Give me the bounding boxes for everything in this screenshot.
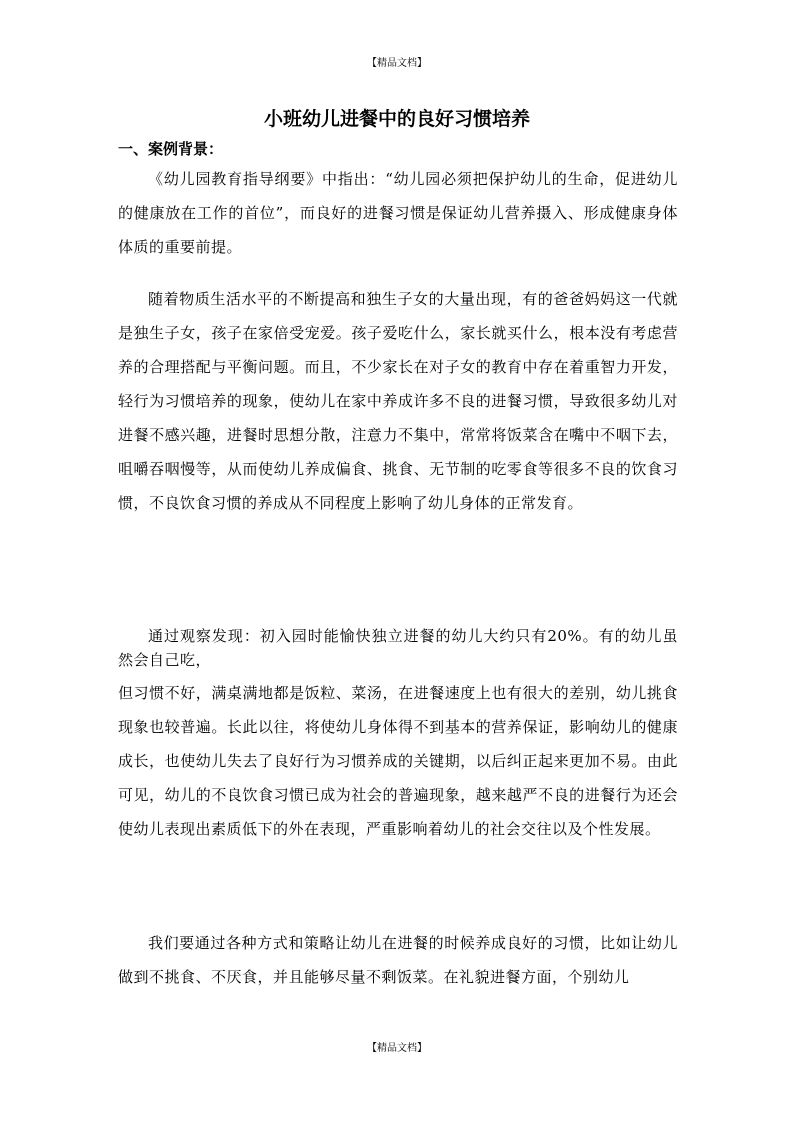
page-header: 【精品文档】 — [367, 58, 427, 69]
paragraph-2: 随着物质生活水平的不断提高和独生子女的大量出现，有的爸爸妈妈这一代就是独生子女，孩子在家倍受宠爱。孩子爱吃什么，家长就买什么，根本没有考虑营养的合理搭配与平衡问题。而且，不少家长在对子女的教育中存在着重智力开发，轻行为习惯培养的现象，使幼儿在家中养成许多不良的进餐习惯，导致很多幼儿对进餐不感兴趣，进餐时思想分散，注意力不集中，常常将饭菜含在嘴中不咽下去，咀嚼吞咽慢等，从而使幼儿养成偏食、挑食、无节制的吃零食等很多不良的饮食习惯，不良饮食习惯的养成从不同程度上影响了幼儿身体的正常发育。 — [118, 290, 678, 512]
paragraph-3 — [118, 624, 678, 846]
paragraph-3-part-2: 但习惯不好，满桌满地都是饭粒、菜汤，在进餐速度上也有很大的差别，幼儿挑食现象也较普遍。长此以往，将使幼儿身体得不到基本的营养保证，影响幼儿的健康成长，也使幼儿失去了良好行为习惯养成的关键期，以后纠正起来更加不易。由此可见，幼儿的不良饮食习惯已成为社会的普遍现象，越来越严不良的进餐行为还会使幼儿表现出素质低下的外在表现，严重影响着幼儿的社会交往以及个性发展。 — [118, 684, 678, 838]
paragraph-1: 《幼儿园教育指导纲要》中指出：“幼儿园必须把保护幼儿的生命，促进幼儿的健康放在工作的首位”，而良好的进餐习惯是保证幼儿营养摄入、形成健康身体体质的重要前提。 — [118, 170, 678, 256]
section-heading: 一、案例背景： — [118, 140, 224, 158]
document-title: 小班幼儿进餐中的良好习惯培养 — [263, 108, 530, 130]
paragraph-4: 我们要通过各种方式和策略让幼儿在进餐的时候养成良好的习惯，比如让幼儿做到不挑食、不厌食，并且能够尽量不剩饭菜。在礼貌进餐方面，个别幼儿 — [118, 934, 678, 986]
page-footer: 【精品文档】 — [367, 1043, 427, 1054]
paragraph-3-part-1: 通过观察发现：初入园时能愉快独立进餐的幼儿大约只有20%。有的幼儿虽然会自己吃， — [118, 627, 678, 669]
